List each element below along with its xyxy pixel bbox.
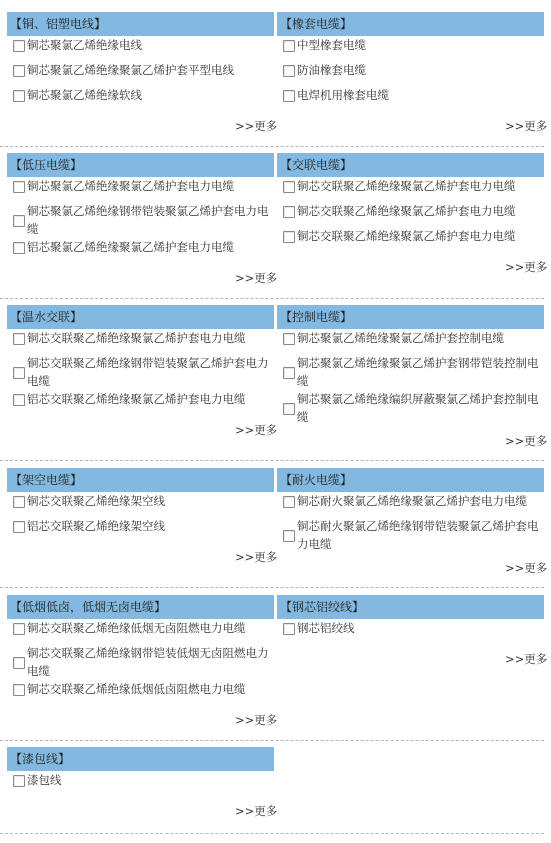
product-link[interactable]: 铝芯聚氯乙烯绝缘聚氯乙烯护套电力电缆 — [27, 240, 234, 254]
section-divider — [0, 587, 544, 588]
product-link[interactable]: 铝芯交联聚乙烯绝缘架空线 — [27, 519, 165, 533]
product-link[interactable]: 铜芯交联聚乙烯绝缘聚氯乙烯护套电力电缆 — [27, 331, 246, 345]
product-link[interactable]: 铜芯交联聚乙烯绝缘低烟无卤阻燃电力电缆 — [27, 621, 246, 635]
category-header[interactable]: 【交联电缆】 — [277, 153, 544, 177]
product-link[interactable]: 铜芯交联聚乙烯绝缘聚氯乙烯护套电力电缆 — [297, 229, 516, 243]
category-header[interactable]: 【漆包线】 — [7, 747, 274, 771]
product-link[interactable]: 铜芯交联聚乙烯绝缘架空线 — [27, 494, 165, 508]
product-link[interactable]: 铜芯聚氯乙烯绝缘聚氯乙烯护套控制电缆 — [297, 331, 504, 345]
more-link[interactable]: >>更多 — [235, 423, 278, 437]
product-link[interactable]: 钢芯铝绞线 — [297, 621, 355, 635]
more-link[interactable]: >>更多 — [235, 119, 278, 133]
category-header[interactable]: 【铜、铝塑电线】 — [7, 12, 274, 36]
product-link[interactable]: 铜芯交联聚乙烯绝缘低烟低卤阻燃电力电缆 — [27, 682, 246, 696]
category-header[interactable]: 【低烟低卤，低烟无卤电缆】 — [7, 595, 274, 619]
more-link[interactable]: >>更多 — [235, 804, 278, 818]
category-header[interactable]: 【架空电缆】 — [7, 468, 274, 492]
section-divider — [0, 740, 544, 741]
product-link[interactable]: 中型橡套电缆 — [297, 38, 366, 52]
product-link[interactable]: 铜芯耐火聚氯乙烯绝缘聚氯乙烯护套电力电缆 — [297, 494, 527, 508]
product-link[interactable]: 铜芯聚氯乙烯绝缘钢带铠装聚氯乙烯护套电力电缆 — [27, 204, 269, 236]
section-divider — [0, 146, 544, 147]
product-link[interactable]: 防油橡套电缆 — [297, 63, 366, 77]
product-link[interactable]: 铜芯交联聚乙烯绝缘聚氯乙烯护套电力电缆 — [297, 204, 516, 218]
category-header[interactable]: 【橡套电缆】 — [277, 12, 544, 36]
more-link[interactable]: >>更多 — [505, 652, 548, 666]
section-divider — [0, 833, 544, 834]
section-divider — [0, 298, 544, 299]
product-link[interactable]: 铜芯交联聚乙烯绝缘聚氯乙烯护套电力电缆 — [297, 179, 516, 193]
product-link[interactable]: 铜芯聚氯乙烯绝缘聚氯乙烯护套平型电线 — [27, 63, 234, 77]
product-link[interactable]: 铜芯交联聚乙烯绝缘钢带铠装低烟无卤阻燃电力电缆 — [27, 646, 269, 678]
more-link[interactable]: >>更多 — [235, 713, 278, 727]
category-header[interactable]: 【耐火电缆】 — [277, 468, 544, 492]
category-header[interactable]: 【低压电缆】 — [7, 153, 274, 177]
category-header[interactable]: 【钢芯铝绞线】 — [277, 595, 544, 619]
product-link[interactable]: 铜芯聚氯乙烯绝缘聚氯乙烯护套电力电缆 — [27, 179, 234, 193]
more-link[interactable]: >>更多 — [505, 119, 548, 133]
more-link[interactable]: >>更多 — [505, 434, 548, 448]
product-link[interactable]: 铜芯聚氯乙烯绝缘聚氯乙烯护套钢带铠装控制电缆 — [297, 356, 539, 388]
category-header[interactable]: 【控制电缆】 — [277, 305, 544, 329]
product-link[interactable]: 漆包线 — [27, 773, 62, 787]
more-link[interactable]: >>更多 — [505, 260, 548, 274]
product-link[interactable]: 铜芯聚氯乙烯绝缘编织屏蔽聚氯乙烯护套控制电缆 — [297, 392, 539, 424]
more-link[interactable]: >>更多 — [505, 561, 548, 575]
section-divider — [0, 460, 544, 461]
product-link[interactable]: 铜芯交联聚乙烯绝缘钢带铠装聚氯乙烯护套电力电缆 — [27, 356, 269, 388]
product-link[interactable]: 铝芯交联聚乙烯绝缘聚氯乙烯护套电力电缆 — [27, 392, 246, 406]
product-link[interactable]: 电焊机用橡套电缆 — [297, 88, 389, 102]
more-link[interactable]: >>更多 — [235, 271, 278, 285]
product-link[interactable]: 铜芯聚氯乙烯绝缘电线 — [27, 38, 142, 52]
product-link[interactable]: 铜芯耐火聚氯乙烯绝缘钢带铠装聚氯乙烯护套电力电缆 — [297, 519, 539, 551]
more-link[interactable]: >>更多 — [235, 550, 278, 564]
product-link[interactable]: 铜芯聚氯乙烯绝缘软线 — [27, 88, 142, 102]
category-header[interactable]: 【温水交联】 — [7, 305, 274, 329]
